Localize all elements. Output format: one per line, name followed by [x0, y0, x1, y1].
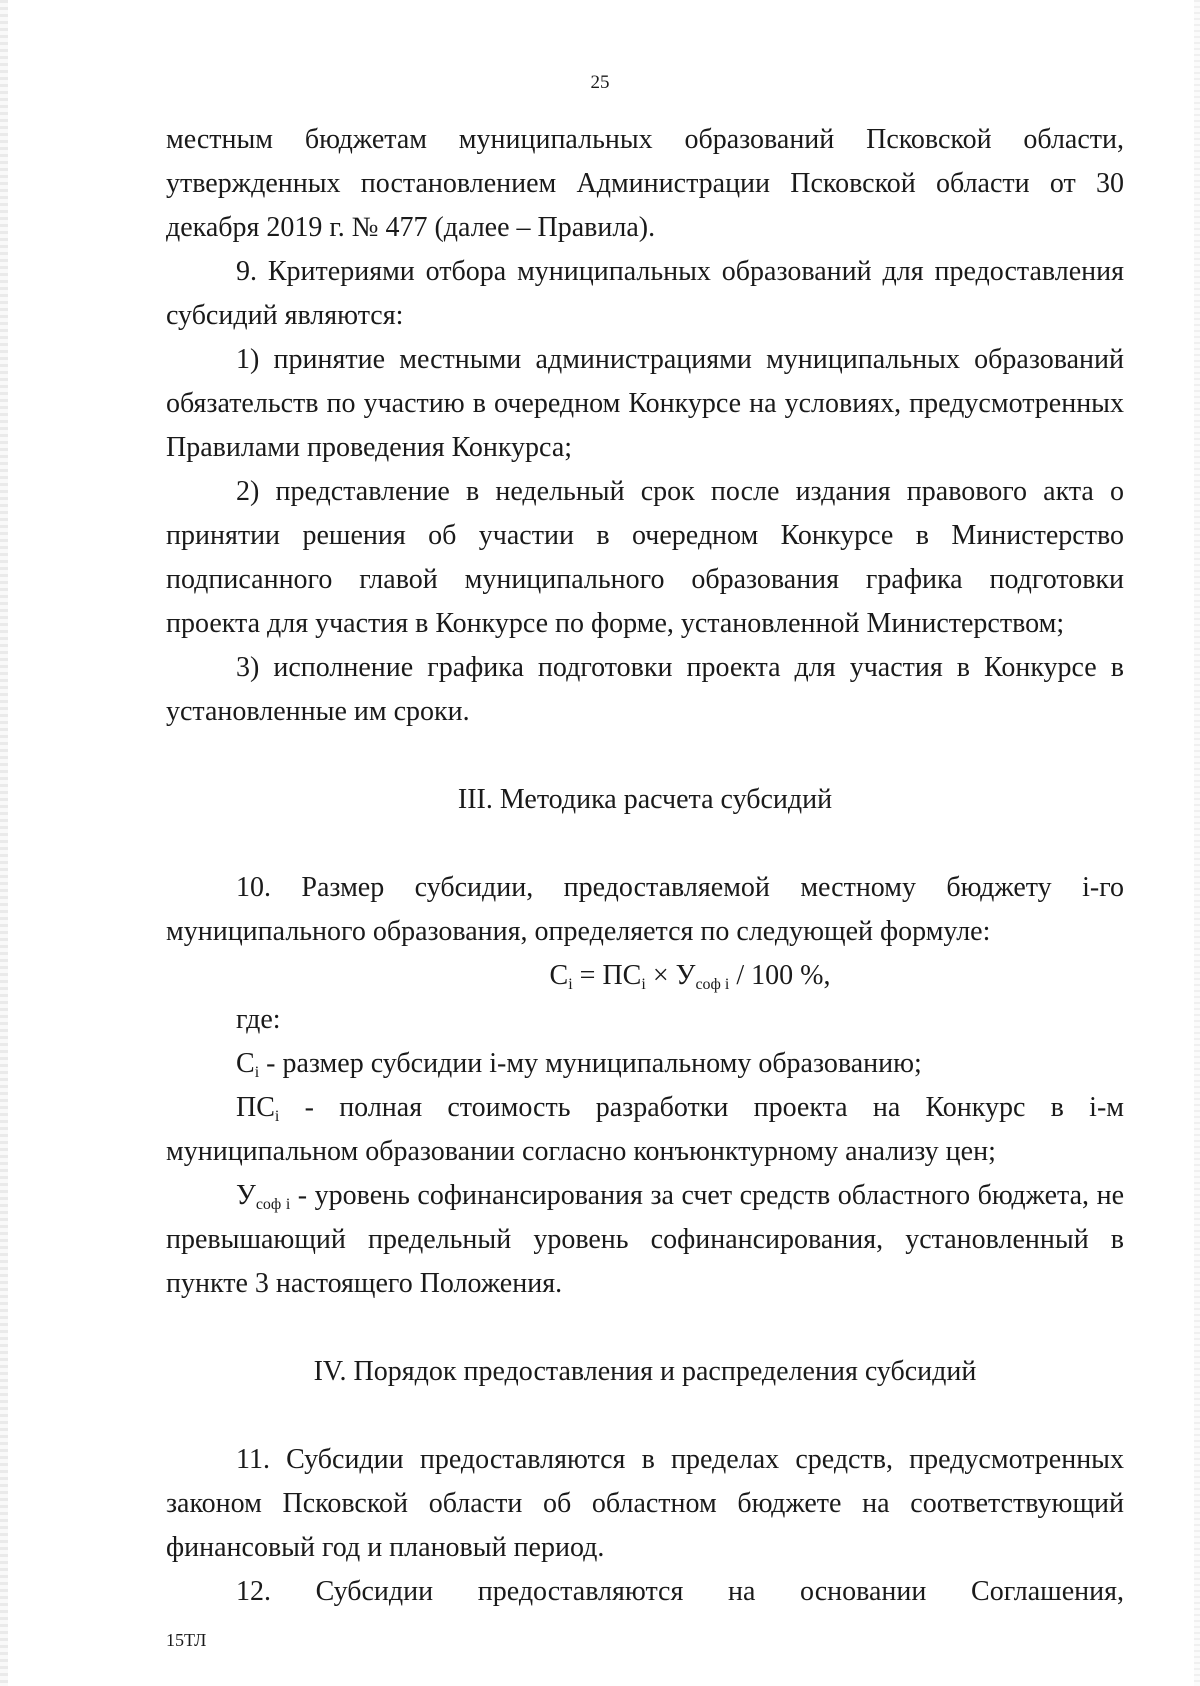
formula-eq-pc: = ПС — [572, 960, 642, 991]
section-heading-3: III. Методика расчета субсидий — [457, 784, 833, 815]
definition-usof-text: - уровень софинансирования за счет средств областного бюджета, не превышающий предельный уровень софинансирования, установленный в пункте 3 настоящего Положения. — [166, 1180, 1125, 1299]
subsidy-formula — [166, 954, 1124, 998]
definition-pci-text: - полная стоимость разработки проекта на Конкурс в i-м муниципальном образовании согласно конъюнктурному анализу цен; — [166, 1092, 1124, 1167]
formula-rest: / 100 %, — [729, 960, 831, 991]
where-label: где: — [236, 1004, 281, 1035]
spacer — [166, 1394, 1124, 1438]
definition-ci — [166, 1042, 1124, 1086]
criterion-3: 3) исполнение графика подготовки проекта для участия в Конкурсе в установленные им сроки. — [166, 652, 1124, 727]
footer-code: 15ТЛ — [166, 1630, 207, 1650]
criterion-2: 2) представление в недельный срок после издания правового акта о принятии решения об участии в очередном Конкурсе в Министерство подписанного главой муниципального образования графика подготовки проекта для участия в Конкурсе по форме, установленной Министерством; — [166, 476, 1124, 639]
spacer — [166, 734, 1124, 778]
scan-edge-left — [0, 0, 8, 1686]
paragraph-12: 12. Субсидии предоставляются на основании Соглашения, — [236, 1576, 1124, 1607]
section-heading-4: IV. Порядок предоставления и распределения субсидий — [313, 1356, 977, 1387]
page-number: 25 — [590, 72, 610, 93]
paragraph-10: 10. Размер субсидии, предоставляемой местному бюджету i-го муниципального образования, определяется по следующей формуле: — [166, 872, 1124, 947]
spacer — [166, 1306, 1124, 1350]
paragraph-11: 11. Субсидии предоставляются в пределах средств, предусмотренных законом Псковской области об областном бюджете на соответствующий финансовый год и плановый период. — [166, 1444, 1124, 1563]
formula-u-sub: соф i — [695, 976, 730, 993]
scan-edge-right — [1194, 0, 1200, 1686]
definition-pci — [166, 1086, 1124, 1174]
definition-ci-symbol: С — [236, 1048, 255, 1079]
document-body — [166, 118, 1124, 1614]
definition-ci-text: - размер субсидии i-му муниципальному образованию; — [259, 1048, 922, 1079]
formula-times-u: × У — [645, 960, 696, 991]
criterion-1: 1) принятие местными администрациями муниципальных образований обязательств по участию в очередном Конкурсе на условиях, предусмотренных Правилами проведения Конкурса; — [166, 344, 1124, 463]
formula-c: С — [549, 960, 569, 991]
definition-pci-symbol: ПС — [236, 1092, 275, 1123]
definition-usof-sub: соф i — [255, 1196, 291, 1213]
definition-usof — [166, 1174, 1124, 1306]
formula-pc-sub: i — [641, 976, 646, 993]
definition-usof-symbol: У — [236, 1180, 256, 1211]
paragraph-rules-reference: местным бюджетам муниципальных образований Псковской области, утвержденных постановлением Администрации Псковской области от 30 декабря 2019 г. № 477 (далее – Правила). — [166, 124, 1124, 243]
paragraph-9: 9. Критериями отбора муниципальных образований для предоставления субсидий являются: — [166, 256, 1124, 331]
formula-c-sub: i — [568, 976, 573, 993]
definition-ci-sub: i — [254, 1064, 260, 1081]
definition-pci-sub: i — [274, 1108, 280, 1125]
spacer — [166, 822, 1124, 866]
